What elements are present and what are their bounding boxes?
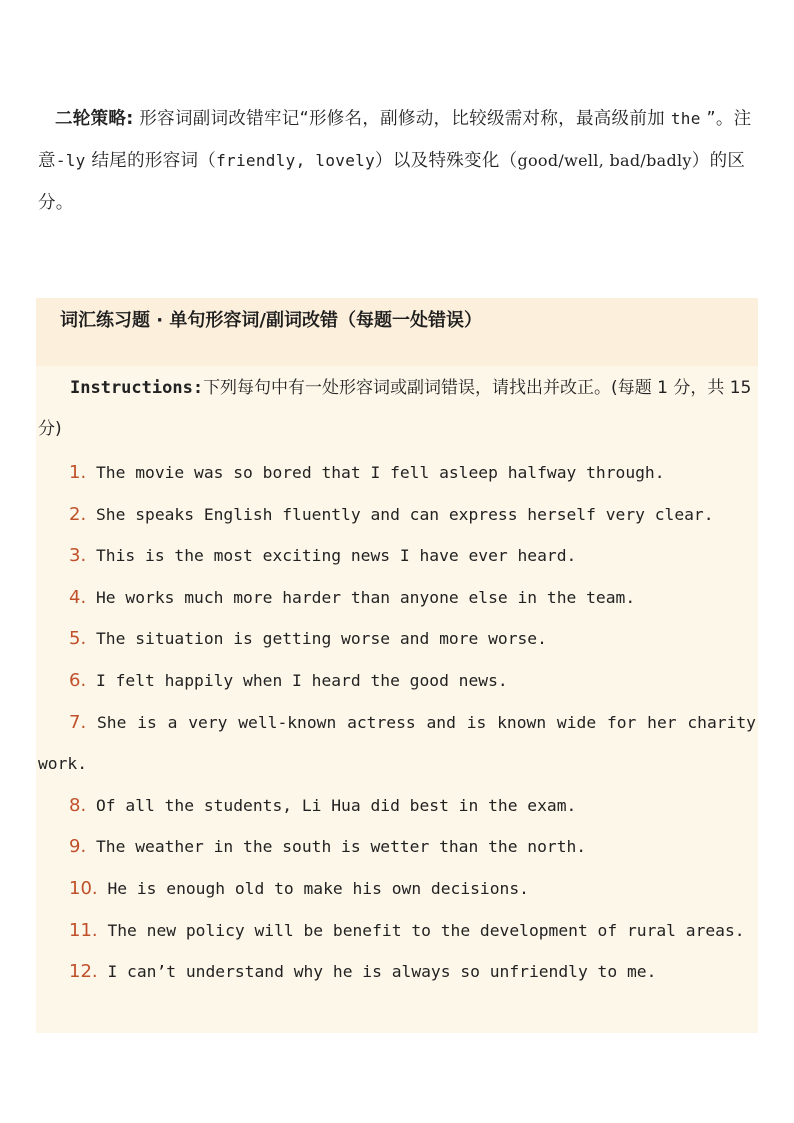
instructions: [38, 368, 754, 450]
strategy-ly: -ly: [55, 151, 86, 170]
exercise-item: [38, 868, 756, 910]
instructions-text: 下列每句中有一处形容词或副词错误，请找出并改正。(每题 1 分，共 15 分): [38, 378, 752, 439]
strategy-text-5: ）的区分。: [38, 151, 746, 213]
item-number: 5.: [69, 628, 87, 650]
strategy-text-2: ”。注意: [38, 109, 752, 171]
item-number: 4.: [69, 586, 87, 608]
exercise-title: 词汇练习题 · 单句形容词/副词改错（每题一处错误）: [60, 310, 482, 331]
exercise-item: [38, 618, 756, 660]
item-number: 9.: [69, 836, 87, 858]
item-number: 12.: [69, 961, 98, 983]
exercise-item: [38, 577, 756, 619]
exercise-section: [36, 298, 758, 1033]
item-number: 8.: [69, 794, 87, 816]
exercise-item: [38, 494, 756, 536]
item-text: The new policy will be benefit to the development of rural areas.: [107, 920, 745, 940]
exercise-item: [38, 660, 756, 702]
exercise-item: [38, 951, 756, 993]
item-text: Of all the students, Li Hua did best in the exam.: [96, 795, 577, 815]
item-text: He works much more harder than anyone else in the team.: [96, 587, 636, 607]
item-number: 6.: [69, 669, 87, 691]
strategy-text-4: ）以及特殊变化（: [375, 151, 518, 171]
exercise-item: [38, 535, 756, 577]
strategy-paragraph: [38, 98, 758, 224]
strategy-label: 二轮策略:: [55, 109, 134, 129]
item-number: 7.: [69, 711, 87, 733]
exercise-item: [38, 452, 756, 494]
strategy-text-3: 结尾的形容词（: [91, 151, 217, 171]
strategy-examples-1: friendly, lovely: [216, 151, 376, 170]
item-text: She is a very well-known actress and is known wide for her charity work.: [38, 712, 756, 774]
item-number: 11.: [69, 919, 98, 941]
item-text: I can’t understand why he is always so unfriendly to me.: [107, 962, 657, 982]
exercise-item: [38, 702, 756, 785]
item-text: The situation is getting worse and more worse.: [96, 629, 547, 649]
item-text: I felt happily when I heard the good news.: [96, 670, 508, 690]
exercise-item: [38, 785, 756, 827]
instructions-label: Instructions:: [70, 378, 204, 398]
item-text: He is enough old to make his own decisions.: [107, 878, 529, 898]
exercise-header: [36, 298, 758, 366]
strategy-examples-2: good/well, bad/badly: [517, 151, 692, 170]
strategy-text-1: 形容词副词改错牢记“形修名，副修动，比较级需对称，最高级前加: [139, 109, 665, 129]
item-number: 1.: [69, 462, 87, 483]
item-number: 3.: [69, 545, 87, 567]
item-text: She speaks English fluently and can express herself very clear.: [96, 504, 714, 524]
strategy-the: the: [670, 109, 701, 128]
exercise-list: [38, 452, 756, 993]
item-text: This is the most exciting news I have ever heard.: [96, 546, 577, 566]
item-text: The weather in the south is wetter than the north.: [96, 837, 587, 857]
item-number: 10.: [69, 877, 98, 899]
exercise-item: [38, 826, 756, 868]
exercise-item: [38, 910, 756, 952]
item-text: The movie was so bored that I fell asleep halfway through.: [96, 463, 665, 482]
item-number: 2.: [69, 503, 87, 525]
